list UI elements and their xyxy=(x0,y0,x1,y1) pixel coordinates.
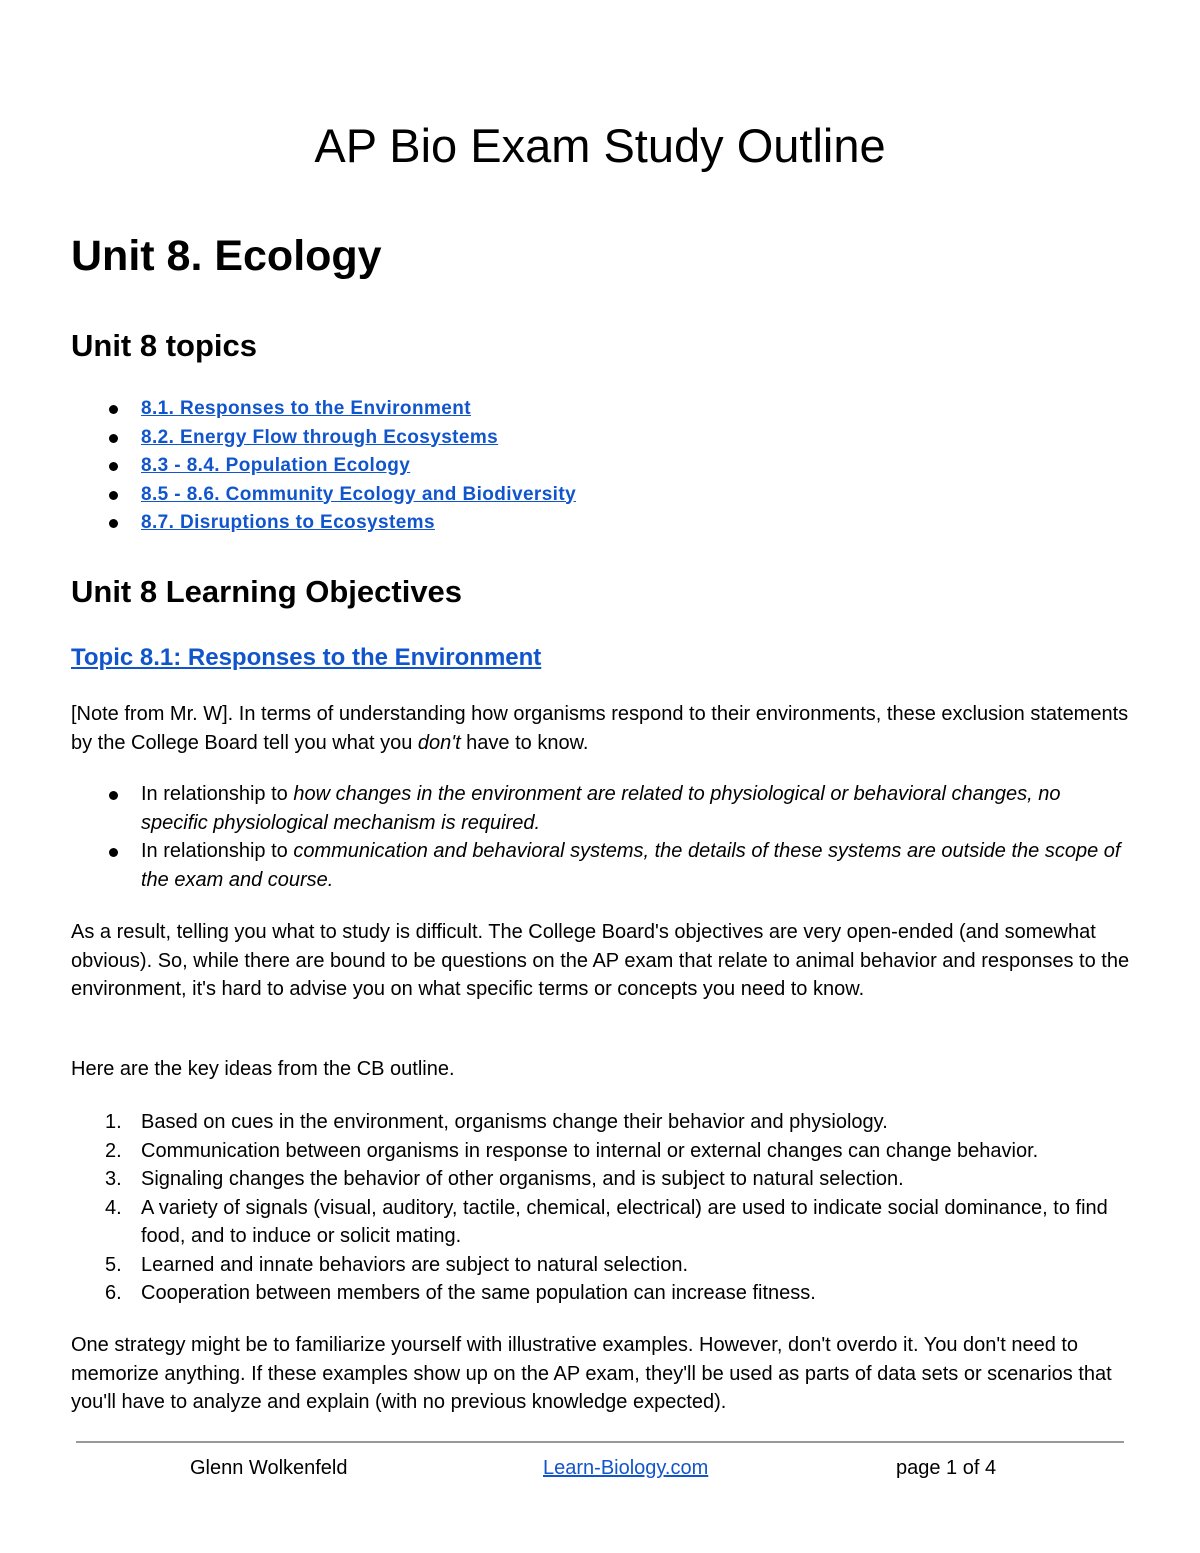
topic-8-1-heading xyxy=(71,644,541,672)
key-ideas-intro: Here are the key ideas from the CB outline. xyxy=(71,1058,455,1080)
note-emphasis: don't xyxy=(417,731,461,754)
exclusion-prefix: In relationship to xyxy=(141,783,294,805)
topic-link-8-2[interactable]: 8.2. Energy Flow through Ecosystems xyxy=(141,426,499,448)
list-item xyxy=(71,837,1131,894)
key-idea-text: Cooperation between members of the same population can increase fitness. xyxy=(141,1282,816,1304)
objectives-heading: Unit 8 Learning Objectives xyxy=(71,574,463,609)
key-idea-text: Based on cues in the environment, organisms change their behavior and physiology. xyxy=(141,1111,888,1133)
list-number: 2. xyxy=(105,1139,122,1162)
bullet-icon xyxy=(109,462,118,471)
key-ideas-list xyxy=(71,1108,1131,1308)
list-item xyxy=(71,395,1071,424)
key-idea-text: Communication between organisms in response to internal or external changes can change behavior. xyxy=(141,1139,1039,1162)
page-title: AP Bio Exam Study Outline xyxy=(314,119,886,172)
exclusion-emphasis: how changes in the environment are related to physiological or behavioral changes, no specific physiological mechanism is required. xyxy=(141,783,1061,834)
bullet-icon xyxy=(109,519,118,528)
list-item xyxy=(71,1137,1131,1166)
topic-8-1-heading-link[interactable]: Topic 8.1: Responses to the Environment xyxy=(71,644,542,671)
key-idea-text: Learned and innate behaviors are subject to natural selection. xyxy=(141,1253,689,1276)
exclusion-prefix: In relationship to xyxy=(141,840,294,862)
list-number: 5. xyxy=(105,1253,122,1276)
list-item xyxy=(71,1279,1131,1308)
list-item xyxy=(71,1194,1131,1251)
list-item xyxy=(71,424,1071,453)
result-paragraph: As a result, telling you what to study is difficult. The College Board's objectives are very open-ended (and somewhat obvious). So, while there are bound to be questions on the AP exam that relate to animal behavior and responses to the environment, it's hard to advise you on what specific terms or concepts you need to know. xyxy=(71,921,1130,1000)
topic-link-8-1[interactable]: 8.1. Responses to the Environment xyxy=(141,398,471,419)
key-idea-text: A variety of signals (visual, auditory, tactile, chemical, electrical) are used to indicate social dominance, to find food, and to induce or solicit mating. xyxy=(141,1196,1108,1247)
topic-link-8-7[interactable]: 8.7. Disruptions to Ecosystems xyxy=(141,512,435,533)
strategy-paragraph: One strategy might be to familiarize yourself with illustrative examples. However, don't overdo it. You don't need to memorize anything. If these examples show up on the AP exam, they'll be used as parts of data sets or scenarios that you'll have to analyze and explain (with no previous knowledge expected). xyxy=(71,1334,1112,1413)
bullet-icon xyxy=(109,791,118,800)
list-number: 4. xyxy=(105,1196,122,1219)
exclusion-emphasis: communication and behavioral systems, the details of these systems are outside the scope of the exam and course. xyxy=(141,840,1121,891)
key-idea-text: Signaling changes the behavior of other organisms, and is subject to natural selection. xyxy=(141,1168,904,1190)
note-text-end: have to know. xyxy=(460,731,589,754)
list-number: 1. xyxy=(105,1111,122,1133)
topics-heading: Unit 8 topics xyxy=(71,328,258,363)
bullet-icon xyxy=(109,491,118,500)
topic-link-8-3-8-4[interactable]: 8.3 - 8.4. Population Ecology xyxy=(141,455,411,476)
exclusions-list xyxy=(71,780,1131,894)
list-number: 6. xyxy=(105,1282,122,1304)
topics-list xyxy=(71,395,1071,538)
bullet-icon xyxy=(109,405,118,414)
footer-page-number: page 1 of 4 xyxy=(896,1457,997,1479)
list-item xyxy=(71,452,1071,481)
list-item xyxy=(71,1108,1131,1137)
footer-divider xyxy=(76,1441,1124,1443)
list-item xyxy=(71,780,1131,837)
note-text: [Note from Mr. W]. In terms of understanding how organisms respond to their environments, these exclusion statements by the College Board tell you what you xyxy=(71,703,1129,754)
list-number: 3. xyxy=(105,1168,122,1190)
bullet-icon xyxy=(109,848,118,857)
footer-site-link[interactable]: Learn-Biology.com xyxy=(543,1457,709,1479)
topic-link-8-5-8-6[interactable]: 8.5 - 8.6. Community Ecology and Biodiversity xyxy=(141,483,577,505)
footer-author: Glenn Wolkenfeld xyxy=(190,1457,348,1479)
list-item xyxy=(71,1251,1131,1280)
bullet-icon xyxy=(109,434,118,443)
list-item xyxy=(71,481,1071,510)
note-paragraph xyxy=(71,700,1131,757)
list-item xyxy=(71,1165,1131,1194)
list-item xyxy=(71,509,1071,538)
unit-heading: Unit 8. Ecology xyxy=(71,232,382,280)
